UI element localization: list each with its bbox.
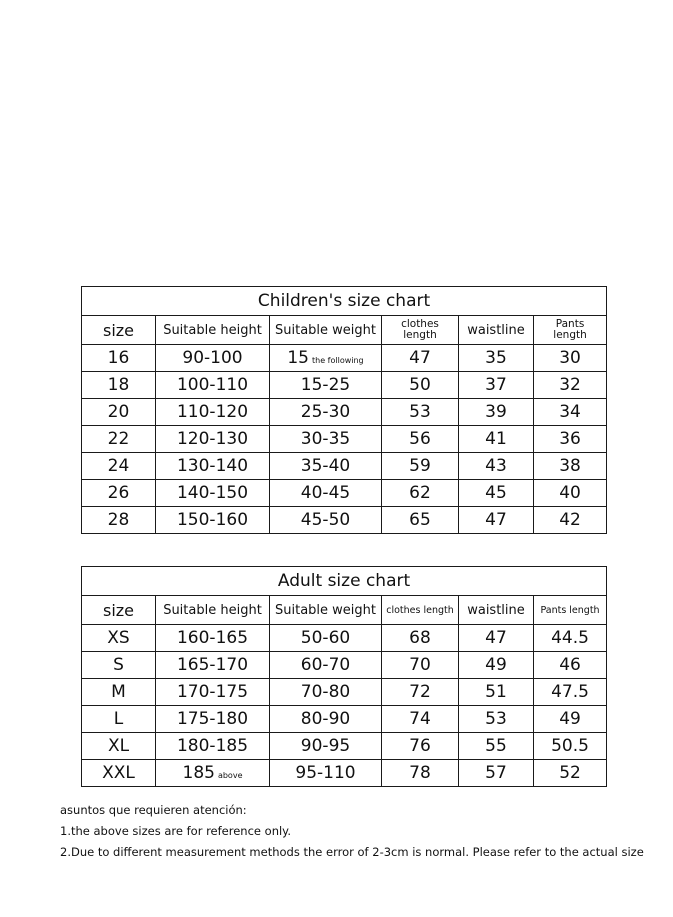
- cell-height-value: 90-100: [182, 348, 243, 368]
- table-row: [82, 480, 607, 507]
- cell-waist: [459, 760, 534, 787]
- cell-clothes-value: 47: [409, 348, 431, 368]
- header-suitable-height: Suitable height: [156, 316, 270, 345]
- cell-pants: [534, 480, 607, 507]
- cell-waist: [459, 480, 534, 507]
- table-row: [82, 679, 607, 706]
- cell-height-note: above: [217, 771, 243, 780]
- cell-pants-value: 40: [559, 483, 581, 503]
- table-row: [82, 453, 607, 480]
- cell-waist: [459, 399, 534, 426]
- cell-clothes: [382, 733, 459, 760]
- cell-waist: [459, 345, 534, 372]
- cell-size-value: 26: [107, 483, 130, 503]
- notes-line-1: 1.the above sizes are for reference only.: [60, 824, 291, 838]
- cell-weight: [270, 453, 382, 480]
- cell-height: [156, 453, 270, 480]
- cell-size: [82, 652, 156, 679]
- cell-waist: [459, 625, 534, 652]
- cell-pants: [534, 733, 607, 760]
- cell-waist: [459, 652, 534, 679]
- cell-waist: [459, 706, 534, 733]
- cell-pants-value: 32: [559, 375, 581, 395]
- cell-weight: [270, 679, 382, 706]
- header-suitable-weight: Suitable weight: [270, 316, 382, 345]
- cell-pants-value: 52: [559, 763, 581, 783]
- cell-waist-value: 37: [485, 375, 507, 395]
- cell-pants-value: 50.5: [551, 736, 589, 756]
- header-pants-line2: length: [553, 329, 587, 341]
- cell-pants: [534, 760, 607, 787]
- cell-pants: [534, 652, 607, 679]
- cell-waist-value: 47: [485, 628, 507, 648]
- adult-size-chart: [81, 566, 607, 787]
- cell-waist: [459, 507, 534, 534]
- cell-pants: [534, 507, 607, 534]
- table-row: [82, 733, 607, 760]
- cell-height: [156, 625, 270, 652]
- notes-line-2: 2.Due to different measurement methods the error of 2-3cm is normal. Please refer to the actual size: [60, 845, 644, 859]
- cell-height-value: 185: [182, 763, 215, 783]
- cell-weight: [270, 345, 382, 372]
- cell-clothes-value: 72: [409, 682, 431, 702]
- cell-size-value: 20: [107, 402, 130, 422]
- cell-clothes: [382, 453, 459, 480]
- cell-pants-value: 46: [559, 655, 581, 675]
- cell-waist: [459, 679, 534, 706]
- cell-size-value: XL: [107, 736, 130, 756]
- cell-size: [82, 480, 156, 507]
- cell-clothes: [382, 372, 459, 399]
- cell-clothes-value: 76: [409, 736, 431, 756]
- header-clothes-length: clothes length: [382, 596, 459, 625]
- cell-waist-value: 47: [485, 510, 507, 530]
- cell-pants: [534, 345, 607, 372]
- cell-pants: [534, 706, 607, 733]
- cell-clothes: [382, 480, 459, 507]
- cell-size-value: XXL: [102, 763, 135, 783]
- notes-heading: asuntos que requieren atención:: [60, 803, 247, 817]
- children-chart-title: Children's size chart: [82, 287, 607, 316]
- cell-weight-value: 80-90: [300, 709, 351, 729]
- table-row: [82, 345, 607, 372]
- cell-pants-value: 49: [559, 709, 581, 729]
- cell-size: [82, 507, 156, 534]
- cell-size-value: S: [113, 655, 124, 675]
- table-row: [82, 372, 607, 399]
- cell-waist-value: 49: [485, 655, 507, 675]
- cell-size: [82, 733, 156, 760]
- table-row: [82, 399, 607, 426]
- adult-chart-title: Adult size chart: [82, 567, 607, 596]
- cell-pants: [534, 426, 607, 453]
- cell-clothes-value: 70: [409, 655, 431, 675]
- cell-waist: [459, 372, 534, 399]
- cell-height-value: 160-165: [176, 628, 249, 648]
- cell-height-value: 170-175: [176, 682, 249, 702]
- cell-size-value: 16: [107, 348, 130, 368]
- cell-height: [156, 426, 270, 453]
- cell-clothes-value: 56: [409, 429, 431, 449]
- cell-weight-value: 70-80: [300, 682, 351, 702]
- cell-size-value: M: [111, 682, 126, 702]
- cell-height-value: 180-185: [176, 736, 249, 756]
- cell-weight: [270, 426, 382, 453]
- cell-height-value: 120-130: [176, 429, 249, 449]
- children-size-chart: [81, 286, 607, 534]
- cell-clothes-value: 65: [409, 510, 431, 530]
- children-header-row: [82, 316, 607, 345]
- cell-height: [156, 733, 270, 760]
- cell-height: [156, 399, 270, 426]
- cell-pants: [534, 679, 607, 706]
- cell-pants: [534, 372, 607, 399]
- table-row: [82, 760, 607, 787]
- cell-height-value: 165-170: [176, 655, 249, 675]
- header-waistline: waistline: [459, 316, 534, 345]
- cell-weight-value: 60-70: [300, 655, 351, 675]
- cell-waist-value: 55: [485, 736, 507, 756]
- cell-clothes-value: 78: [409, 763, 431, 783]
- cell-pants-value: 44.5: [551, 628, 589, 648]
- cell-pants: [534, 625, 607, 652]
- cell-weight: [270, 625, 382, 652]
- cell-weight-value: 50-60: [300, 628, 351, 648]
- header-waistline: waistline: [459, 596, 534, 625]
- cell-height: [156, 760, 270, 787]
- cell-pants-value: 38: [559, 456, 581, 476]
- cell-waist: [459, 426, 534, 453]
- table-row: [82, 652, 607, 679]
- header-suitable-weight: Suitable weight: [270, 596, 382, 625]
- cell-height-value: 140-150: [176, 483, 249, 503]
- cell-waist-value: 57: [485, 763, 507, 783]
- cell-weight-value: 45-50: [300, 510, 351, 530]
- cell-size: [82, 679, 156, 706]
- header-clothes-length: [382, 316, 459, 345]
- cell-height: [156, 706, 270, 733]
- cell-pants-value: 30: [559, 348, 581, 368]
- cell-weight: [270, 652, 382, 679]
- cell-clothes: [382, 426, 459, 453]
- cell-height-value: 110-120: [176, 402, 249, 422]
- cell-pants-value: 42: [559, 510, 581, 530]
- cell-clothes-value: 74: [409, 709, 431, 729]
- header-size: size: [82, 596, 156, 625]
- header-pants-length: [534, 316, 607, 345]
- cell-clothes-value: 59: [409, 456, 431, 476]
- cell-height: [156, 679, 270, 706]
- table-row: [82, 625, 607, 652]
- cell-pants: [534, 453, 607, 480]
- cell-clothes: [382, 507, 459, 534]
- cell-weight: [270, 399, 382, 426]
- header-size: size: [82, 316, 156, 345]
- cell-weight-value: 25-30: [300, 402, 351, 422]
- cell-clothes-value: 53: [409, 402, 431, 422]
- cell-waist-value: 35: [485, 348, 507, 368]
- cell-clothes: [382, 760, 459, 787]
- cell-size-value: 18: [107, 375, 130, 395]
- cell-size: [82, 399, 156, 426]
- header-clothes-line2: length: [403, 329, 437, 341]
- cell-weight-note: the following: [312, 356, 364, 365]
- cell-size-value: 22: [107, 429, 130, 449]
- cell-clothes-value: 68: [409, 628, 431, 648]
- cell-waist-value: 45: [485, 483, 507, 503]
- cell-weight-value: 35-40: [300, 456, 351, 476]
- cell-pants-value: 36: [559, 429, 581, 449]
- table-row: [82, 507, 607, 534]
- cell-waist-value: 39: [485, 402, 507, 422]
- cell-height: [156, 345, 270, 372]
- header-pants-line1: Pants: [555, 318, 585, 330]
- cell-weight: [270, 760, 382, 787]
- table-row: [82, 426, 607, 453]
- cell-weight: [270, 480, 382, 507]
- cell-height: [156, 372, 270, 399]
- cell-weight-value: 15-25: [300, 375, 351, 395]
- cell-pants-value: 47.5: [551, 682, 589, 702]
- cell-weight: [270, 733, 382, 760]
- adult-header-row: [82, 596, 607, 625]
- table-row: [82, 706, 607, 733]
- cell-weight-value: 90-95: [300, 736, 351, 756]
- cell-weight-value: 40-45: [300, 483, 351, 503]
- header-suitable-height: Suitable height: [156, 596, 270, 625]
- cell-size: [82, 625, 156, 652]
- cell-waist-value: 51: [485, 682, 507, 702]
- cell-clothes: [382, 679, 459, 706]
- cell-clothes: [382, 625, 459, 652]
- cell-waist-value: 53: [485, 709, 507, 729]
- cell-size-value: 28: [107, 510, 130, 530]
- cell-size-value: L: [113, 709, 124, 729]
- cell-waist-value: 43: [485, 456, 507, 476]
- cell-height: [156, 480, 270, 507]
- notes-section: [60, 800, 644, 863]
- cell-size: [82, 426, 156, 453]
- cell-waist-value: 41: [485, 429, 507, 449]
- cell-waist: [459, 453, 534, 480]
- cell-size: [82, 345, 156, 372]
- cell-waist: [459, 733, 534, 760]
- cell-height-value: 130-140: [176, 456, 249, 476]
- cell-size: [82, 453, 156, 480]
- cell-height-value: 150-160: [176, 510, 249, 530]
- cell-weight: [270, 706, 382, 733]
- cell-clothes: [382, 652, 459, 679]
- cell-height-value: 100-110: [176, 375, 249, 395]
- cell-pants: [534, 399, 607, 426]
- cell-weight: [270, 372, 382, 399]
- cell-height: [156, 652, 270, 679]
- cell-weight-value: 95-110: [295, 763, 356, 783]
- cell-clothes-value: 50: [409, 375, 431, 395]
- cell-size: [82, 760, 156, 787]
- cell-weight: [270, 507, 382, 534]
- cell-weight-value: 30-35: [300, 429, 351, 449]
- header-pants-length: Pants length: [534, 596, 607, 625]
- header-clothes-line1: clothes: [401, 318, 439, 330]
- cell-pants-value: 34: [559, 402, 581, 422]
- cell-height: [156, 507, 270, 534]
- cell-clothes-value: 62: [409, 483, 431, 503]
- cell-clothes: [382, 706, 459, 733]
- cell-size-value: XS: [107, 628, 130, 648]
- cell-size-value: 24: [107, 456, 130, 476]
- cell-height-value: 175-180: [176, 709, 249, 729]
- cell-clothes: [382, 399, 459, 426]
- cell-weight-value: 15: [287, 348, 309, 368]
- cell-size: [82, 706, 156, 733]
- cell-clothes: [382, 345, 459, 372]
- cell-size: [82, 372, 156, 399]
